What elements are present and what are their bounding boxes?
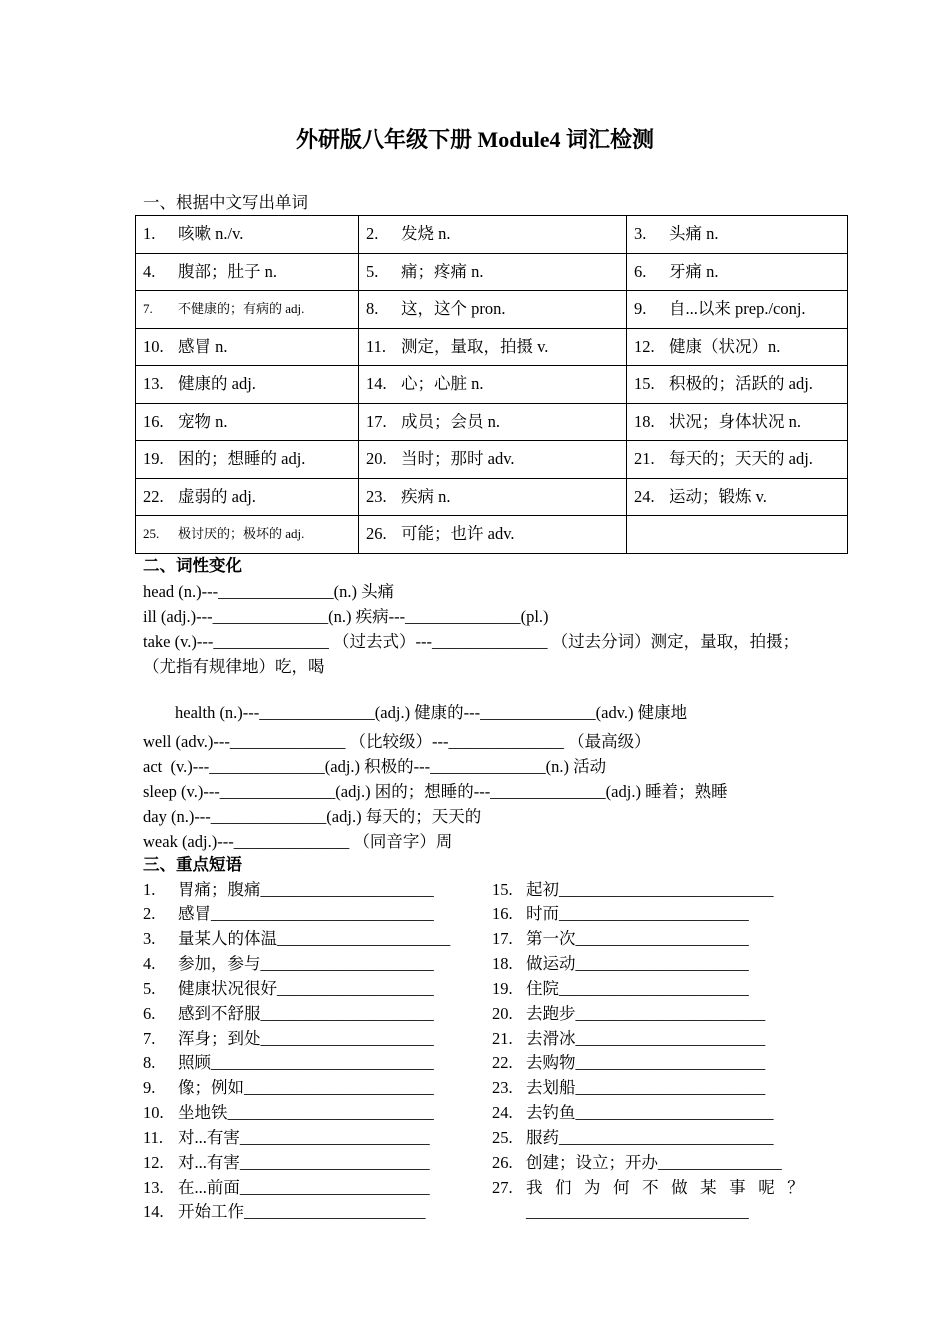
word-prompt: 可能；也许 adv. bbox=[401, 524, 515, 544]
item-number: 13. bbox=[143, 1177, 164, 1197]
phrase-prompt: 我 们 为 何 不 做 某 事 呢 ？ bbox=[526, 1177, 808, 1197]
item-number: 5. bbox=[143, 978, 156, 998]
item-number: 15. bbox=[634, 374, 655, 394]
phrase-item bbox=[143, 902, 450, 927]
word-form-line: well (adv.)---______________ （比较级）---______________ （最高级） bbox=[143, 731, 651, 751]
word-prompt: 成员；会员 n. bbox=[401, 411, 500, 431]
phrase-prompt: 去滑冰_______________________ bbox=[526, 1028, 766, 1048]
phrase-prompt: 像；例如_______________________ bbox=[178, 1078, 434, 1098]
phrase-item bbox=[492, 1027, 808, 1052]
item-number: 12. bbox=[634, 336, 655, 356]
vocab-cell bbox=[136, 328, 359, 366]
item-number: 2. bbox=[143, 904, 156, 924]
vocab-cell bbox=[136, 366, 359, 404]
phrases-left-column bbox=[143, 878, 450, 1226]
phrase-item bbox=[143, 1176, 450, 1201]
section3-heading: 三、重点短语 bbox=[143, 855, 242, 874]
word-prompt: 健康（状况）n. bbox=[669, 336, 781, 356]
vocab-cell bbox=[359, 441, 627, 479]
vocab-cell bbox=[136, 478, 359, 516]
phrase-item bbox=[492, 952, 808, 977]
vocab-row bbox=[136, 291, 848, 329]
worksheet-title: 外研版八年级下册 Module4 词汇检测 bbox=[295, 127, 655, 152]
vocab-cell bbox=[359, 253, 627, 291]
vocab-cell bbox=[359, 291, 627, 329]
vocab-cell bbox=[627, 366, 848, 404]
word-prompt: 腹部；肚子 n. bbox=[178, 261, 277, 281]
vocab-cell-empty bbox=[627, 516, 848, 554]
word-prompt: 困的；想睡的 adj. bbox=[178, 449, 306, 469]
phrase-item bbox=[492, 977, 808, 1002]
phrase-item bbox=[143, 1126, 450, 1151]
item-number: 3. bbox=[634, 224, 647, 244]
section1-heading: 一、根据中文写出单词 bbox=[143, 193, 308, 212]
phrase-prompt: 量某人的体温_____________________ bbox=[178, 929, 451, 949]
item-number: 16. bbox=[143, 411, 164, 431]
word-prompt: 这，这个 pron. bbox=[401, 299, 506, 319]
phrase-item bbox=[143, 1051, 450, 1076]
vocab-cell bbox=[627, 403, 848, 441]
item-number: 23. bbox=[492, 1078, 513, 1098]
item-number: 1. bbox=[143, 224, 156, 244]
phrase-prompt: 创建；设立；开办_______________ bbox=[526, 1152, 782, 1172]
word-prompt: 当时；那时 adv. bbox=[401, 449, 515, 469]
phrase-item bbox=[492, 1076, 808, 1101]
phrase-prompt: 对...有害_______________________ bbox=[178, 1127, 430, 1147]
phrase-item bbox=[143, 1076, 450, 1101]
vocab-cell bbox=[627, 478, 848, 516]
word-prompt: 心；心脏 n. bbox=[401, 374, 484, 394]
word-prompt: 不健康的；有病的 adj. bbox=[178, 301, 305, 317]
item-number: 22. bbox=[143, 486, 164, 506]
phrase-prompt: 浑身；到处_____________________ bbox=[178, 1028, 434, 1048]
word-form-line: take (v.)---______________ （过去式）---______________ （过去分词）测定，量取，拍摄； bbox=[143, 632, 800, 651]
phrase-prompt: 坐地铁_________________________ bbox=[178, 1103, 434, 1123]
item-number: 1. bbox=[143, 879, 156, 899]
vocab-row bbox=[136, 253, 848, 291]
phrase-prompt: 感到不舒服_____________________ bbox=[178, 1003, 434, 1023]
vocab-cell bbox=[359, 478, 627, 516]
item-number: 24. bbox=[634, 486, 655, 506]
vocab-row bbox=[136, 516, 848, 554]
item-number: 24. bbox=[492, 1103, 513, 1123]
answer-blank: ___________________________ bbox=[526, 1202, 749, 1222]
vocab-cell bbox=[627, 216, 848, 254]
vocab-row bbox=[136, 366, 848, 404]
item-number: 17. bbox=[492, 929, 513, 949]
phrase-item bbox=[492, 878, 808, 903]
item-number: 2. bbox=[366, 224, 379, 244]
item-number: 19. bbox=[143, 449, 164, 469]
item-number: 26. bbox=[366, 524, 387, 544]
vocab-cell bbox=[359, 216, 627, 254]
phrase-item bbox=[143, 1101, 450, 1126]
vocab-cell bbox=[627, 441, 848, 479]
item-number: 15. bbox=[492, 879, 513, 899]
vocab-cell bbox=[359, 516, 627, 554]
phrase-prompt: 去钓鱼________________________ bbox=[526, 1103, 774, 1123]
vocab-cell bbox=[136, 441, 359, 479]
word-prompt: 虚弱的 adj. bbox=[178, 486, 256, 506]
phrase-item bbox=[492, 1101, 808, 1126]
word-prompt: 宠物 n. bbox=[178, 411, 228, 431]
phrase-prompt: 第一次_____________________ bbox=[526, 929, 749, 949]
phrase-item bbox=[143, 952, 450, 977]
vocab-row bbox=[136, 216, 848, 254]
item-number: 16. bbox=[492, 904, 513, 924]
vocab-cell bbox=[627, 291, 848, 329]
phrase-prompt: 参加，参与_____________________ bbox=[178, 954, 434, 974]
phrase-item bbox=[492, 1151, 808, 1176]
item-number: 25. bbox=[143, 526, 160, 542]
item-number: 21. bbox=[492, 1028, 513, 1048]
item-number: 3. bbox=[143, 929, 156, 949]
section2-heading: 二、词性变化 bbox=[143, 556, 242, 575]
word-prompt: 每天的；天天的 adj. bbox=[669, 449, 813, 469]
word-form-line: health (n.)---______________(adj.) 健康的---______________(adv.) 健康地 bbox=[175, 702, 688, 722]
word-prompt: 运动；锻炼 v. bbox=[669, 486, 767, 506]
phrase-prompt: 做运动_____________________ bbox=[526, 954, 749, 974]
item-number: 14. bbox=[143, 1202, 164, 1222]
item-number: 25. bbox=[492, 1127, 513, 1147]
item-number: 20. bbox=[366, 449, 387, 469]
item-number: 10. bbox=[143, 1103, 164, 1123]
phrase-prompt: 开始工作______________________ bbox=[178, 1202, 426, 1222]
word-prompt: 疾病 n. bbox=[401, 486, 451, 506]
phrase-prompt: 在...前面_______________________ bbox=[178, 1177, 430, 1197]
vocab-cell bbox=[136, 291, 359, 329]
phrase-item bbox=[143, 977, 450, 1002]
vocab-cell bbox=[136, 216, 359, 254]
vocab-cell bbox=[136, 253, 359, 291]
word-prompt: 发烧 n. bbox=[401, 224, 451, 244]
word-form-line: head (n.)---______________(n.) 头痛 bbox=[143, 582, 395, 601]
vocabulary-table bbox=[135, 215, 848, 554]
phrase-item bbox=[143, 1027, 450, 1052]
item-number: 8. bbox=[366, 299, 379, 319]
phrase-prompt: 胃痛；腹痛_____________________ bbox=[178, 879, 434, 899]
phrase-item bbox=[492, 1126, 808, 1151]
item-number: 13. bbox=[143, 374, 164, 394]
phrase-prompt: 服药__________________________ bbox=[526, 1127, 774, 1147]
vocab-cell bbox=[359, 366, 627, 404]
vocab-cell bbox=[359, 403, 627, 441]
item-number: 14. bbox=[366, 374, 387, 394]
word-prompt: 积极的；活跃的 adj. bbox=[669, 374, 813, 394]
item-number: 12. bbox=[143, 1152, 164, 1172]
word-prompt: 健康的 adj. bbox=[178, 374, 256, 394]
word-form-line: ill (adj.)---______________(n.) 疾病---______________(pl.) bbox=[143, 607, 549, 626]
phrase-prompt: 去划船_______________________ bbox=[526, 1078, 766, 1098]
item-number: 4. bbox=[143, 261, 156, 281]
word-forms-block bbox=[143, 579, 799, 854]
word-prompt: 牙痛 n. bbox=[669, 261, 719, 281]
phrase-prompt: 起初__________________________ bbox=[526, 879, 774, 899]
phrase-item bbox=[492, 1176, 808, 1201]
phrase-item bbox=[143, 927, 450, 952]
item-number: 21. bbox=[634, 449, 655, 469]
phrase-item bbox=[492, 1051, 808, 1076]
vocab-row bbox=[136, 478, 848, 516]
item-number: 7. bbox=[143, 301, 153, 317]
phrase-item bbox=[143, 1200, 450, 1225]
item-number: 22. bbox=[492, 1053, 513, 1073]
item-number: 11. bbox=[143, 1127, 164, 1147]
phrase-prompt: 住院_______________________ bbox=[526, 978, 749, 998]
vocab-cell bbox=[359, 328, 627, 366]
word-form-line-continued: （尤指有规律地）吃，喝 bbox=[143, 657, 325, 676]
phrase-prompt: 时而_______________________ bbox=[526, 904, 749, 924]
word-form-line: day (n.)---______________(adj.) 每天的；天天的 bbox=[143, 806, 482, 826]
item-number: 20. bbox=[492, 1003, 513, 1023]
vocab-row bbox=[136, 441, 848, 479]
item-number: 9. bbox=[143, 1078, 156, 1098]
word-prompt: 咳嗽 n./v. bbox=[178, 224, 244, 244]
phrase-item bbox=[143, 878, 450, 903]
vocab-cell bbox=[627, 253, 848, 291]
item-number: 19. bbox=[492, 978, 513, 998]
vocab-row bbox=[136, 328, 848, 366]
item-number: 23. bbox=[366, 486, 387, 506]
word-prompt: 头痛 n. bbox=[669, 224, 719, 244]
phrase-prompt: 照顾___________________________ bbox=[178, 1053, 434, 1073]
word-prompt: 感冒 n. bbox=[178, 336, 228, 356]
item-number: 26. bbox=[492, 1152, 513, 1172]
item-number: 10. bbox=[143, 336, 164, 356]
phrase-item bbox=[492, 902, 808, 927]
vocab-cell bbox=[136, 403, 359, 441]
word-prompt: 测定，量取，拍摄 v. bbox=[401, 336, 549, 356]
phrase-item bbox=[143, 1151, 450, 1176]
phrase-item bbox=[492, 927, 808, 952]
phrases-right-column bbox=[492, 878, 808, 1226]
phrase-prompt: 对...有害_______________________ bbox=[178, 1152, 430, 1172]
item-number: 27. bbox=[492, 1177, 513, 1197]
item-number: 18. bbox=[634, 411, 655, 431]
word-form-line: sleep (v.)---______________(adj.) 困的；想睡的---______________(adj.) 睡着；熟睡 bbox=[143, 781, 728, 801]
item-number: 6. bbox=[143, 1003, 156, 1023]
phrase-prompt: 去购物_______________________ bbox=[526, 1053, 766, 1073]
item-number: 18. bbox=[492, 954, 513, 974]
item-number: 6. bbox=[634, 261, 647, 281]
item-number: 17. bbox=[366, 411, 387, 431]
vocab-cell bbox=[136, 516, 359, 554]
word-prompt: 极讨厌的；极坏的 adj. bbox=[178, 526, 305, 542]
item-number: 11. bbox=[366, 336, 387, 356]
phrase-answer-line bbox=[492, 1200, 808, 1225]
item-number: 7. bbox=[143, 1028, 156, 1048]
phrase-prompt: 去跑步_______________________ bbox=[526, 1003, 766, 1023]
item-number: 4. bbox=[143, 954, 156, 974]
vocab-row bbox=[136, 403, 848, 441]
blank-line bbox=[143, 679, 799, 700]
word-prompt: 痛；疼痛 n. bbox=[401, 261, 484, 281]
phrase-item bbox=[143, 1002, 450, 1027]
phrase-item bbox=[492, 1002, 808, 1027]
phrase-prompt: 感冒___________________________ bbox=[178, 904, 434, 924]
vocab-cell bbox=[627, 328, 848, 366]
word-prompt: 状况；身体状况 n. bbox=[669, 411, 801, 431]
item-number: 5. bbox=[366, 261, 379, 281]
word-prompt: 自...以来 prep./conj. bbox=[669, 299, 806, 319]
item-number: 9. bbox=[634, 299, 647, 319]
item-number: 8. bbox=[143, 1053, 156, 1073]
word-form-line: weak (adj.)---______________ （同音字）周 bbox=[143, 831, 453, 851]
phrase-prompt: 健康状况很好___________________ bbox=[178, 978, 434, 998]
word-form-line: act (v.)---______________(adj.) 积极的---______________(n.) 活动 bbox=[143, 756, 607, 776]
